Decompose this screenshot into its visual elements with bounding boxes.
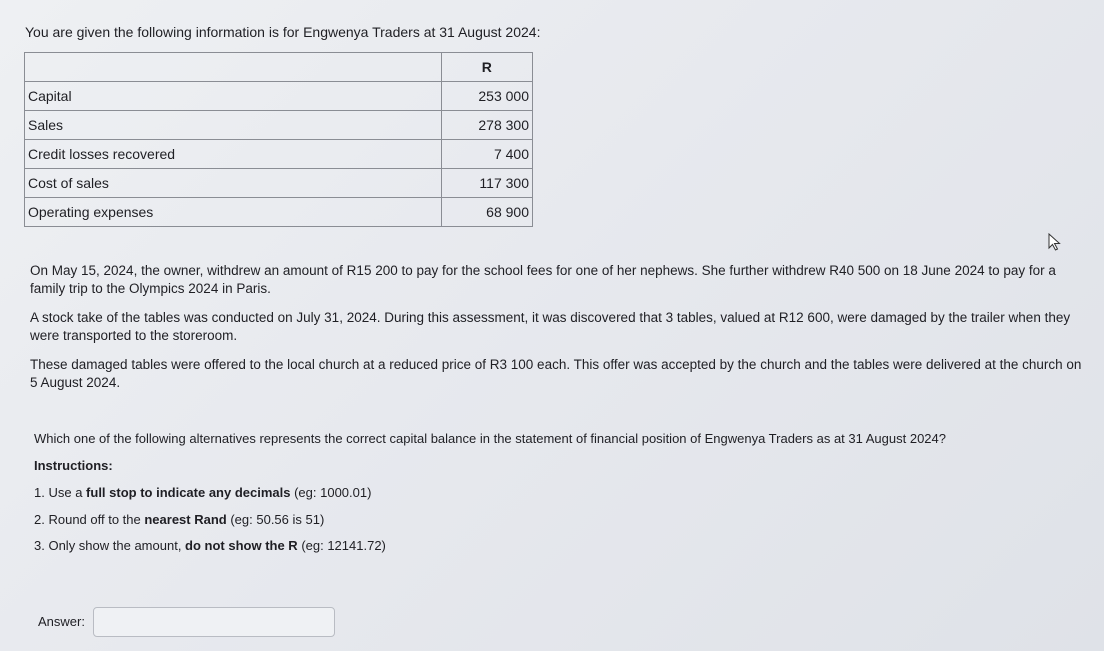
table-row bbox=[25, 140, 533, 169]
instruction-number: 3. bbox=[34, 538, 45, 553]
header-label-cell bbox=[25, 53, 442, 82]
scenario-paragraph-church-sale: These damaged tables were offered to the local church at a reduced price of R3 100 each. This offer was accepted by the church and the tables were delivered at the church on 5 August 2024. bbox=[30, 357, 1082, 390]
instruction-number: 2. bbox=[34, 511, 45, 527]
instructions-list bbox=[34, 485, 386, 565]
instruction-bold-text: nearest Rand bbox=[144, 511, 227, 527]
scenario-paragraph-withdrawals: On May 15, 2024, the owner, withdrew an amount of R15 200 to pay for the school fees for one of her nephews. She further withdrew R40 500 on 18 June 2024 to pay for a family trip to the Olympics 2024 in Paris. bbox=[30, 263, 1056, 296]
instruction-example: (eg: 1000.01) bbox=[290, 485, 372, 500]
instruction-text: Round off to the bbox=[48, 511, 145, 527]
row-label: Capital bbox=[25, 82, 442, 111]
instruction-text: Use a bbox=[48, 485, 87, 500]
instruction-item bbox=[34, 485, 386, 512]
answer-input[interactable] bbox=[93, 607, 335, 637]
row-amount: 7 400 bbox=[441, 140, 532, 169]
row-amount: 68 900 bbox=[441, 198, 532, 227]
row-amount: 117 300 bbox=[441, 169, 532, 198]
instruction-bold-text: full stop to indicate any decimals bbox=[86, 485, 291, 500]
instruction-bold-text: do not show the R bbox=[185, 538, 298, 553]
table-row bbox=[25, 169, 533, 198]
mouse-pointer-icon bbox=[1048, 233, 1062, 251]
instruction-example: (eg: 50.56 is 51) bbox=[226, 511, 325, 527]
instruction-number: 1. bbox=[34, 485, 45, 500]
instruction-item bbox=[34, 538, 386, 565]
row-label: Cost of sales bbox=[25, 169, 442, 198]
financial-data-table bbox=[24, 52, 533, 227]
row-label: Credit losses recovered bbox=[25, 140, 442, 169]
row-amount: 253 000 bbox=[441, 82, 532, 111]
table-header-row bbox=[25, 53, 533, 82]
table-row bbox=[25, 198, 533, 227]
instruction-item bbox=[34, 512, 386, 539]
answer-label: Answer: bbox=[38, 614, 85, 629]
header-currency-cell: R bbox=[441, 53, 532, 82]
scenario-paragraph-stock-take: A stock take of the tables was conducted on July 31, 2024. During this assessment, it was discovered that 3 tables, valued at R12 600, were damaged by the trailer when they were transported to the storeroom. bbox=[30, 310, 1071, 343]
row-label: Operating expenses bbox=[25, 198, 442, 227]
table-row bbox=[25, 82, 533, 111]
instruction-example: (eg: 12141.72) bbox=[297, 538, 386, 553]
intro-text: You are given the following information is for Engwenya Traders at 31 August 2024: bbox=[25, 24, 541, 40]
table-row bbox=[25, 111, 533, 140]
row-amount: 278 300 bbox=[441, 111, 532, 140]
instructions-heading: Instructions: bbox=[34, 458, 113, 473]
instruction-text: Only show the amount, bbox=[48, 538, 186, 553]
row-label: Sales bbox=[25, 111, 442, 140]
question-text: Which one of the following alternatives represents the correct capital balance in the statement of financial position of Engwenya Traders as at 31 August 2024? bbox=[34, 431, 946, 446]
